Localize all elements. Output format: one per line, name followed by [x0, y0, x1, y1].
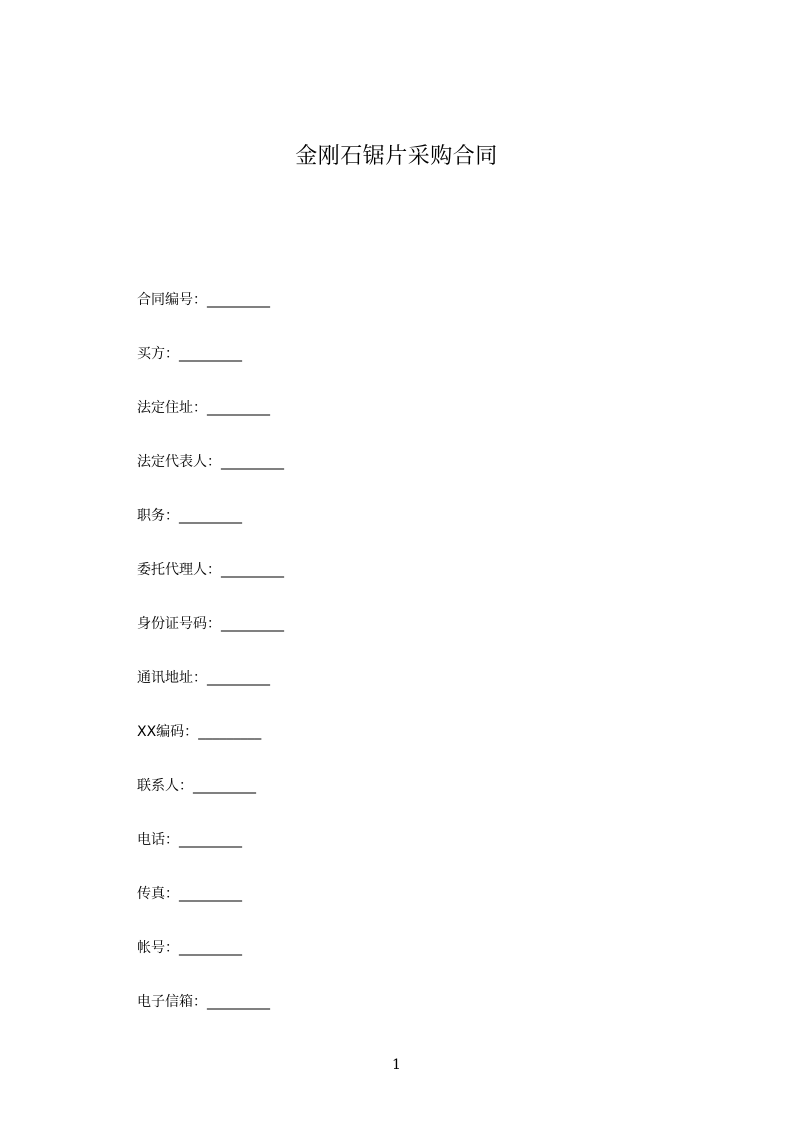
- field-label: 通讯地址：: [137, 670, 207, 686]
- field-label: XX编码：: [137, 724, 199, 740]
- field-label: 电子信箱：: [137, 994, 207, 1010]
- field-blank: _________: [221, 616, 284, 632]
- field-blank: _________: [207, 400, 270, 416]
- field-blank: _________: [179, 886, 242, 902]
- field-buyer: [137, 344, 284, 398]
- field-blank: _________: [179, 346, 242, 362]
- page-number: 1: [392, 1057, 401, 1073]
- field-blank: _________: [179, 940, 242, 956]
- field-legal-representative: [137, 452, 284, 506]
- field-label: 法定代表人：: [137, 454, 221, 470]
- document-title: 金刚石锯片采购合同: [295, 144, 498, 169]
- field-blank: _________: [179, 832, 242, 848]
- field-phone: [137, 830, 284, 884]
- field-blank: _________: [207, 292, 270, 308]
- field-account-number: [137, 938, 284, 992]
- field-label: 帐号：: [137, 940, 179, 956]
- field-authorized-agent: [137, 560, 284, 614]
- field-blank: _________: [207, 670, 270, 686]
- field-label: 职务：: [137, 508, 179, 524]
- contract-fields: [137, 290, 284, 1046]
- field-email: [137, 992, 284, 1046]
- field-label: 买方：: [137, 346, 179, 362]
- field-label: 合同编号：: [137, 292, 207, 308]
- field-label: 身份证号码：: [137, 616, 221, 632]
- field-blank: _________: [221, 562, 284, 578]
- field-label: 委托代理人：: [137, 562, 221, 578]
- field-label: 法定住址：: [137, 400, 207, 416]
- field-postal-code: [137, 722, 284, 776]
- field-blank: _________: [207, 994, 270, 1010]
- field-mailing-address: [137, 668, 284, 722]
- field-label: 传真：: [137, 886, 179, 902]
- field-blank: _________: [179, 508, 242, 524]
- field-contact-person: [137, 776, 284, 830]
- field-blank: _________: [221, 454, 284, 470]
- field-fax: [137, 884, 284, 938]
- field-contract-number: [137, 290, 284, 344]
- field-id-number: [137, 614, 284, 668]
- field-legal-address: [137, 398, 284, 452]
- field-label: 电话：: [137, 832, 179, 848]
- field-blank: _________: [198, 724, 262, 740]
- field-position: [137, 506, 284, 560]
- field-label: 联系人：: [137, 778, 193, 794]
- field-blank: _________: [193, 778, 256, 794]
